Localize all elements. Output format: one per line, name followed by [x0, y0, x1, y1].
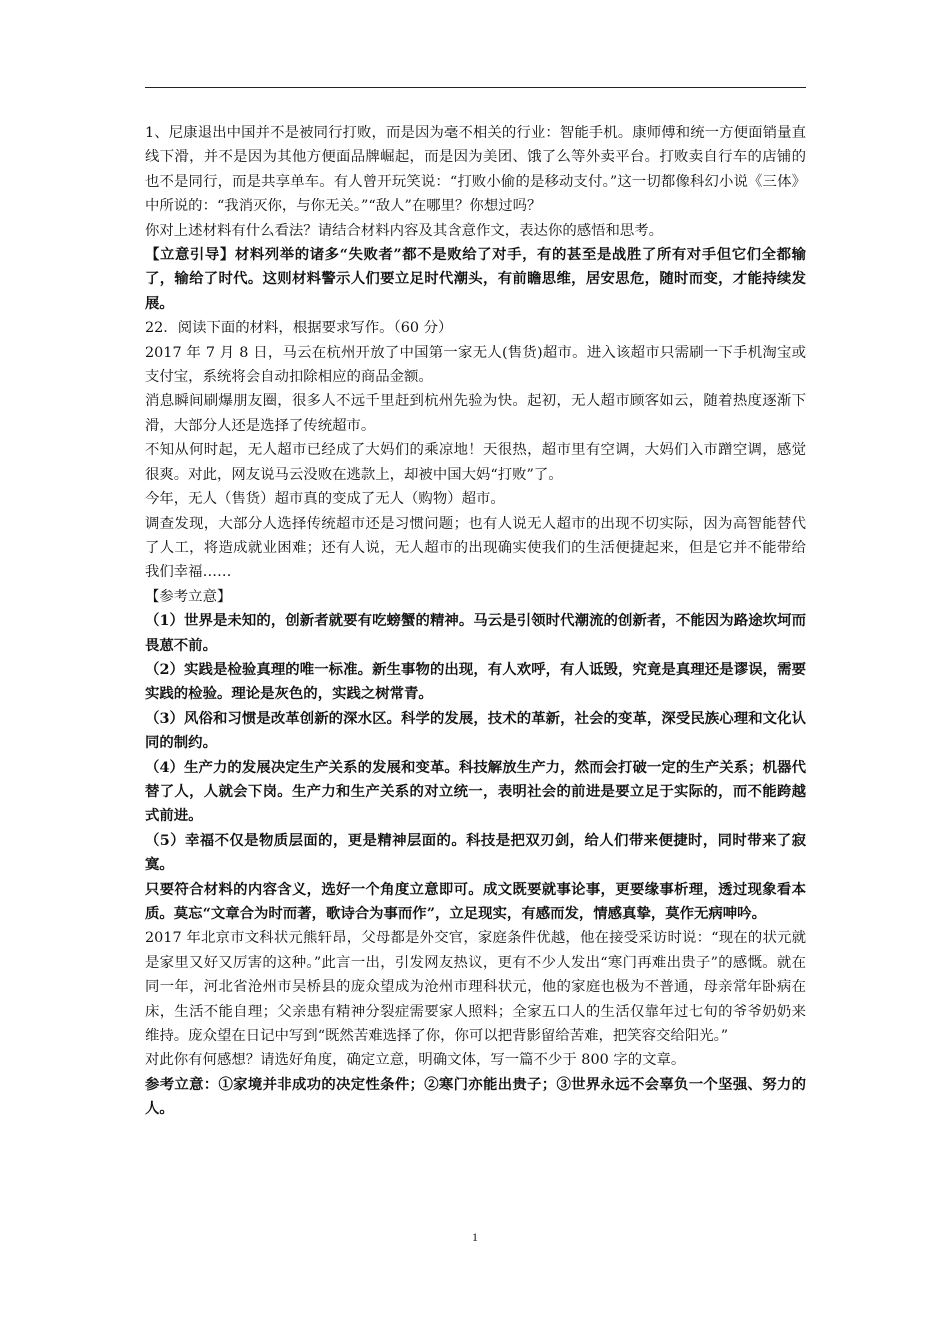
reference-point-5: （5）幸福不仅是物质层面的，更是精神层面的。科技是把双刃剑，给人们带来便捷时，同时带来了寂寞。 — [145, 831, 806, 874]
question-3-prompt: 对此你有何感想？请选好角度，确定立意，明确文体，写一篇不少于 800 字的文章。 — [145, 1052, 686, 1069]
page-number: 1 — [472, 1230, 478, 1244]
question-22-material-3: 不知从何时起，无人超市已经成了大妈们的乘凉地！天很热，超市里有空调，大妈们入市蹭空调，感觉很爽。对此，网友说马云没败在逃款上，却被中国大妈“打败”了。 — [145, 442, 806, 483]
document-body — [145, 121, 806, 1122]
reference-point-3: （3）风俗和习惯是改革创新的深水区。科学的发展，技术的革新，社会的变革，深受民族心理和文化认同的制约。 — [145, 709, 806, 752]
question-3-reference: 参考立意：①家境并非成功的决定性条件；②寒门亦能出贵子；③世界永远不会辜负一个坚强、努力的人。 — [145, 1075, 806, 1118]
question-3-material: 2017 年北京市文科状元熊轩昂，父母都是外交官，家庭条件优越，他在接受采访时说：“现在的状元就是家里又好又厉害的这种。”此言一出，引发网友热议，更有不少人发出“寒门再难出贵子”的感慨。就在同一年，河北省沧州市吴桥县的庞众望成为沧州市理科状元，他的家庭也极为不普通，母亲常年卧病在床，生活不能自理；父亲患有精神分裂症需要家人照料；全家五口人的生活仅靠年过七旬的爷爷奶奶来维持。庞众望在日记中写到“既然苦难选择了你，你可以把背影留给苦难，把笑容交给阳光。” — [145, 930, 806, 1045]
question-22-material-5: 调查发现，大部分人选择传统超市还是习惯问题；也有人说无人超市的出现不切实际，因为高智能替代了人工，将造成就业困难；还有人说，无人超市的出现确实使我们的生活便捷起来，但是它并不能带给我们幸福…… — [145, 515, 806, 581]
header-rule — [145, 87, 806, 88]
question-22-header: 22．阅读下面的材料，根据要求写作。（60 分） — [145, 320, 453, 337]
reference-heading: 【参考立意】 — [145, 588, 232, 605]
question-22-material-2: 消息瞬间刷爆朋友圈，很多人不远千里赶到杭州先验为快。起初，无人超市顾客如云，随着热度逐渐下滑，大部分人还是选择了传统超市。 — [145, 393, 806, 434]
question-1-prompt: 你对上述材料有什么看法？请结合材料内容及其含意作文，表达你的感悟和思考。 — [145, 222, 664, 239]
question-1-guidance: 【立意引导】材料列举的诸多“失败者”都不是败给了对手，有的甚至是战胜了所有对手但它们全都输了，输给了时代。这则材料警示人们要立足时代潮头，有前瞻思维，居安思危，随时而变，才能持续发展。 — [145, 246, 806, 312]
reference-summary: 只要符合材料的内容含义，选好一个角度立意即可。成文既要就事论事，更要缘事析理，透过现象看本质。莫忘“文章合为时而著，歌诗合为事而作”，立足现实，有感而发，情感真挚，莫作无病呻吟。 — [145, 880, 806, 922]
reference-point-1: （1）世界是未知的，创新者就要有吃螃蟹的精神。马云是引领时代潮流的创新者，不能因为路途坎坷而畏葸不前。 — [145, 612, 806, 654]
reference-point-2: （2）实践是检验真理的唯一标准。新生事物的出现，有人欢呼，有人诋毁，究竟是真理还是谬误，需要实践的检验。理论是灰色的，实践之树常青。 — [145, 660, 806, 703]
question-22-material-1: 2017 年 7 月 8 日，马云在杭州开放了中国第一家无人(售货)超市。进入该超市只需刷一下手机淘宝或支付宝，系统将会自动扣除相应的商品金额。 — [145, 344, 806, 386]
reference-point-4: （4）生产力的发展决定生产关系的发展和变革。科技解放生产力，然而会打破一定的生产关系；机器代替了人，人就会下岗。生产力和生产关系的对立统一，表明社会的前进是要立足于实际的，而不能跨越式前进。 — [145, 758, 806, 825]
question-22-material-4: 今年，无人（售货）超市真的变成了无人（购物）超市。 — [145, 491, 505, 508]
question-1-material: 1、尼康退出中国并不是被同行打败，而是因为毫不相关的行业：智能手机。康师傅和统一方便面销量直线下滑，并不是因为其他方便面品牌崛起，而是因为美团、饿了么等外卖平台。打败卖自行车的店铺的也不是同行，而是共享单车。有人曾开玩笑说：“打败小偷的是移动支付。”这一切都像科幻小说《三体》中所说的：“我消灭你，与你无关。”“敌人”在哪里？你想过吗？ — [145, 125, 806, 215]
